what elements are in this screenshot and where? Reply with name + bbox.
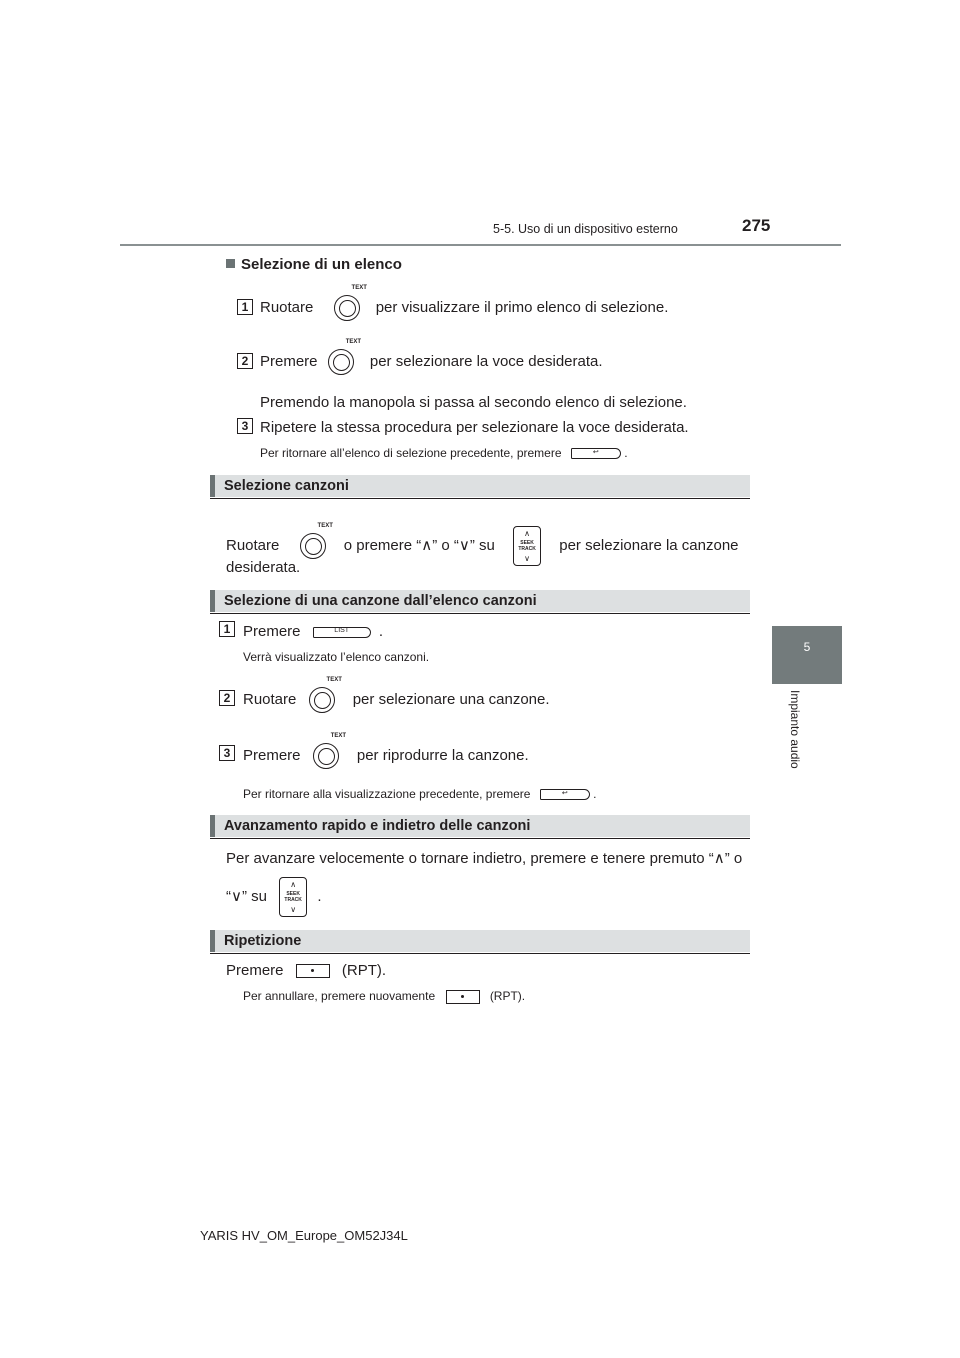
body-text: o premere “∧” o “∨” su: [343, 536, 495, 554]
note-text: Per ritornare alla visualizzazione precedente, premere: [243, 787, 531, 801]
text-knob-icon: [328, 339, 362, 375]
step-number-3: 3: [237, 418, 253, 434]
track-label: TRACK: [518, 546, 536, 552]
body-text: .: [317, 887, 322, 905]
song-selection-line2: desiderata.: [226, 559, 301, 576]
list-step-3: Ripetere la stessa procedura per selezionare la voce desiderata.: [260, 419, 689, 436]
step-text: per riprodurre la canzone.: [356, 746, 529, 764]
chapter-number: 5: [803, 640, 811, 654]
fast-forward-title: Avanzamento rapido e indietro delle canzoni: [224, 818, 531, 834]
list-button-icon: [313, 627, 371, 638]
song-selection-title: Selezione canzoni: [224, 478, 349, 494]
song-list-note: [243, 787, 597, 801]
page-number: 275: [742, 216, 771, 235]
song-list-step-1-note: Verrà visualizzato l’elenco canzoni.: [243, 650, 430, 664]
song-list-title: Selezione di una canzone dall’elenco canzoni: [224, 593, 537, 609]
text-knob-icon: [313, 733, 347, 769]
body-text: per selezionare la canzone: [559, 536, 739, 554]
knob-label: TEXT: [326, 677, 342, 683]
track-label: TRACK: [284, 897, 302, 903]
chapter-title: Impianto audio: [788, 690, 802, 769]
bar-rule: [210, 498, 750, 499]
step-number-1: 1: [237, 299, 253, 315]
up-arrow: ∧: [290, 880, 297, 889]
bar-rule: [210, 838, 750, 839]
step-text: per selezionare una canzone.: [352, 690, 550, 708]
bar-rule: [210, 953, 750, 954]
seek-track-icon: [513, 526, 541, 566]
list-step-2-note: Premendo la manopola si passa al secondo elenco di selezione.: [260, 394, 687, 411]
chapter-tab: [772, 626, 842, 684]
down-arrow: ∨: [290, 905, 297, 914]
knob-label: TEXT: [330, 733, 347, 739]
header-rule: [120, 244, 841, 246]
step-number-2: 2: [219, 690, 235, 706]
text-knob-icon: [300, 523, 333, 559]
step-text: Premere: [243, 623, 301, 640]
song-list-step-1: [243, 623, 383, 640]
repeat-line: [226, 962, 386, 979]
knob-label: TEXT: [345, 339, 362, 345]
body-text: (RPT).: [341, 962, 387, 979]
song-list-step-3: [243, 733, 529, 769]
seek-label: SEEK: [286, 891, 300, 897]
note-text: Per annullare, premere nuovamente: [243, 989, 436, 1003]
document-code: YARIS HV_OM_Europe_OM52J34L: [200, 1228, 408, 1243]
step-text: Premere: [260, 352, 318, 370]
list-selection-heading: [226, 256, 402, 273]
body-text: Ruotare: [226, 536, 280, 554]
fast-forward-line1: Per avanzare velocemente o tornare indietro, premere e tenere premuto “∧” o: [226, 850, 743, 867]
list-selection-title: Selezione di un elenco: [241, 256, 402, 273]
back-button-icon: [571, 448, 621, 459]
knob-label: TEXT: [351, 285, 367, 291]
step-text: Ruotare: [243, 690, 297, 708]
step-number-2: 2: [237, 353, 253, 369]
list-note: [260, 446, 628, 460]
step-text: per selezionare la voce desiderata.: [369, 352, 603, 370]
back-symbol: ↩: [592, 449, 599, 457]
step-text: Ruotare: [260, 298, 314, 316]
seek-label: SEEK: [520, 540, 534, 546]
note-text: .: [593, 787, 597, 801]
step-number-3: 3: [219, 745, 235, 761]
back-symbol: ↩: [561, 790, 568, 798]
bar-rule: [210, 613, 750, 614]
list-step-1: [260, 285, 669, 321]
step-text: Premere: [243, 746, 301, 764]
seek-track-icon: [279, 877, 307, 917]
list-step-2: [260, 339, 603, 375]
up-arrow: ∧: [524, 529, 530, 538]
down-arrow: ∨: [524, 554, 530, 563]
note-text: Per ritornare all’elenco di selezione precedente, premere: [260, 446, 562, 460]
song-selection-line1: [226, 523, 739, 566]
step-text: per visualizzare il primo elenco di selezione.: [375, 298, 669, 316]
text-knob-icon: [309, 677, 342, 713]
back-button-icon: [540, 789, 590, 800]
list-label: LIST: [334, 626, 350, 634]
step-number-1: 1: [219, 621, 235, 637]
body-text: Premere: [226, 962, 284, 979]
knob-label: TEXT: [317, 523, 333, 529]
body-text: “∨” su: [226, 887, 267, 905]
note-text: (RPT).: [489, 989, 526, 1003]
repeat-note: [243, 989, 525, 1004]
square-bullet-icon: [226, 259, 235, 268]
repeat-title: Ripetizione: [224, 933, 302, 949]
rpt-button-icon: [446, 990, 480, 1004]
note-text: .: [624, 446, 628, 460]
fast-forward-line2: [226, 877, 322, 917]
step-text: .: [378, 623, 384, 640]
rpt-button-icon: [296, 964, 330, 978]
text-knob-icon: [334, 285, 367, 321]
section-title: 5-5. Uso di un dispositivo esterno: [493, 222, 678, 236]
song-list-step-2: [243, 677, 550, 713]
